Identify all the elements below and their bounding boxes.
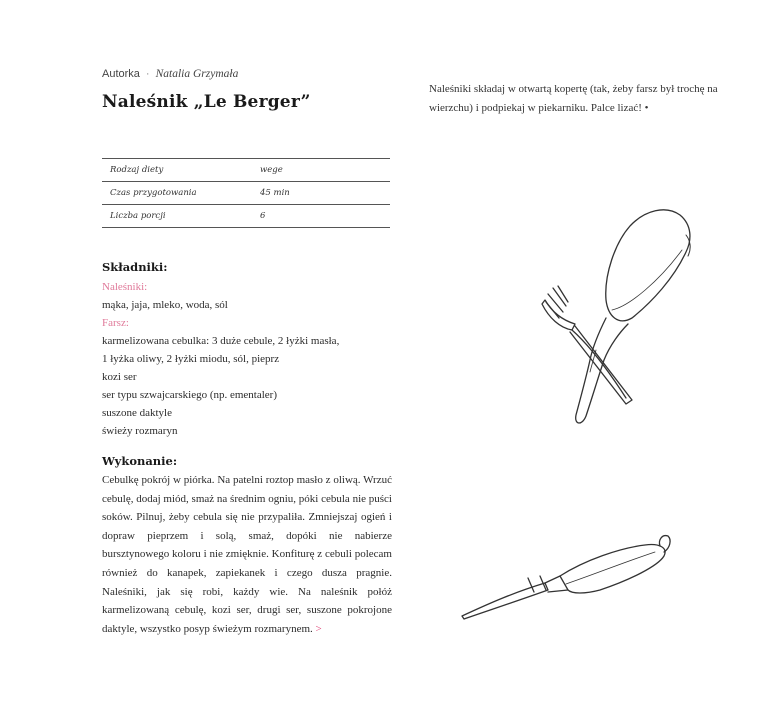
continue-arrow-icon: > [315,622,322,635]
frying-pan-drawing [462,536,670,619]
author-line [102,68,238,80]
author-label: Autorka [102,68,140,80]
method-body: Cebulkę pokrój w piórka. Na patelni roztop masło z oliwą. Wrzuć cebulę, dodaj miód, smaż na średnim ogniu, póki cebula nie puści soków. Pilnuj, żeby cebula się nie przypaliła. Zmniejszaj ogień i dopraw pieprzem i solą, smaż, dopóki nie nabierze bursztynowego koloru i nie zmięknie. Konfiturę z cebuli polecam również do kanapek, zapiekanek i czego dusza pragnie. Naleśniki, jak się robi, każdy wie. Na naleśnik połóż karmelizowaną cebulę, kozi ser, drugi ser, suszone pokrojone daktyle, wszystko posyp świeżym rozmarynem. [102,474,392,635]
ingredients-list [102,278,402,440]
frying-pan-and-fork-drawing [542,210,690,423]
serving-note: Naleśniki składaj w otwartą kopertę (tak, żeby farsz był trochę na wierzchu) i podpiekaj w piekarniku. Palce lizać! • [429,83,718,114]
info-label: Rodzaj diety [102,159,260,182]
filling-item: świeży rozmaryn [102,425,178,437]
recipe-title: Naleśnik „Le Berger” [102,92,311,112]
filling-item: suszone daktyle [102,407,172,419]
author-name: Natalia Grzymała [155,68,239,80]
info-value: 6 [260,205,390,228]
info-value: wege [260,159,390,182]
ingredients-heading: Składniki: [102,260,168,274]
author-separator: · [145,68,150,80]
info-label: Liczba porcji [102,205,260,228]
filling-item: ser typu szwajcarskiego (np. ementaler) [102,389,278,401]
info-label: Czas przygotowania [102,182,260,205]
info-row-diet [102,159,390,182]
method-text [102,471,392,638]
recipe-info-table [102,158,390,228]
pancakes-ingredients: mąka, jaja, mleko, woda, sól [102,299,228,311]
info-row-time [102,182,390,205]
filling-item: 1 łyżka oliwy, 2 łyżki miodu, sól, pieprz [102,353,280,365]
info-value: 45 min [260,182,390,205]
filling-item: kozi ser [102,371,137,383]
filling-item: karmelizowana cebulka: 3 duże cebule, 2 łyżki masła, [102,335,340,347]
filling-label: Farsz: [102,317,129,329]
method-heading: Wykonanie: [102,454,178,468]
pancakes-label: Naleśniki: [102,281,148,293]
info-row-servings [102,205,390,228]
